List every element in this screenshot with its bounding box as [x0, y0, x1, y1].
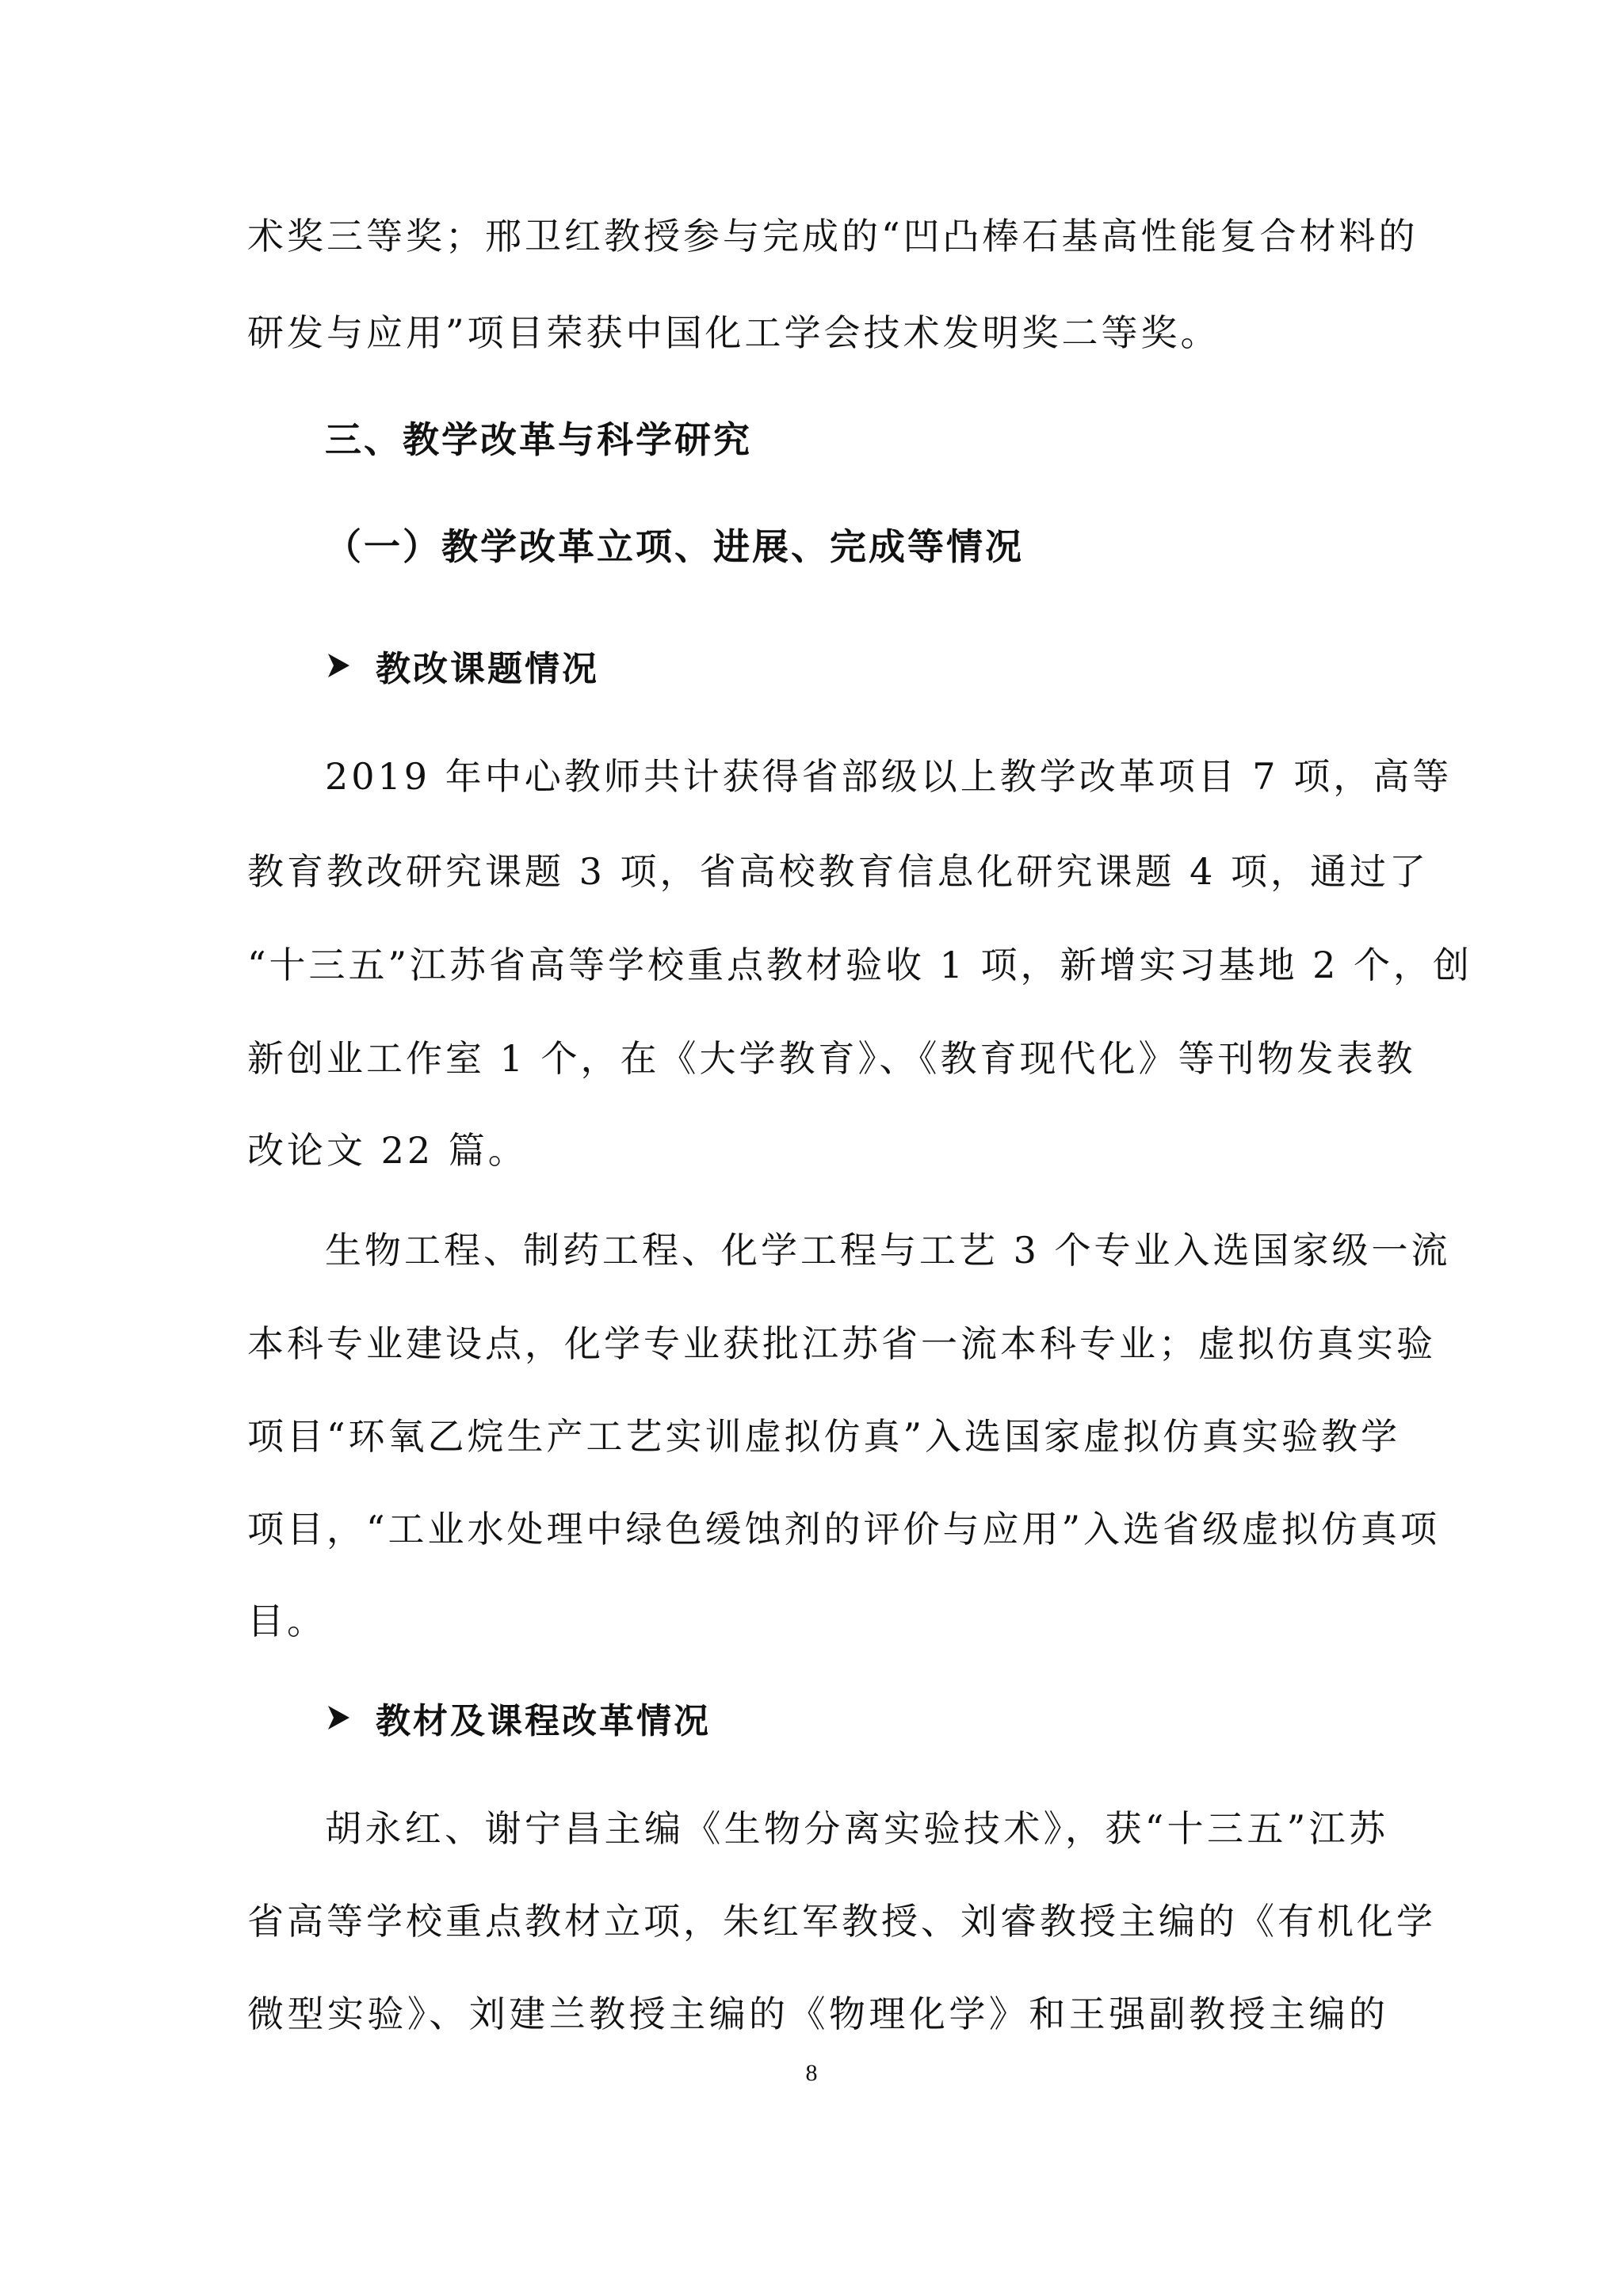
paragraph-line: 目。	[247, 1600, 327, 1642]
bullet-label: 教材及课程改革情况	[376, 1701, 711, 1741]
paragraph-line: 教育教改研究课题 3 项，省高校教育信息化研究课题 4 项，通过了	[247, 850, 1430, 893]
paragraph-line: 本科专业建设点，化学专业获批江苏省一流本科专业；虚拟仿真实验	[247, 1322, 1436, 1365]
paragraph-line: 研发与应用”项目荣获中国化工学会技术发明奖二等奖。	[247, 311, 1220, 354]
section-heading: 三、教学改革与科学研究	[325, 418, 752, 461]
paragraph-line: 微型实验》、刘建兰教授主编的《物理化学》和王强副教授主编的	[247, 1993, 1388, 2035]
paragraph-line: 生物工程、制药工程、化学工程与工艺 3 个专业入选国家级一流	[325, 1229, 1451, 1272]
paragraph-line: “十三五”江苏省高等学校重点教材验收 1 项，新增实习基地 2 个，创	[247, 944, 1473, 986]
paragraph-line: 项目，“工业水处理中绿色缓蚀剂的评价与应用”入选省级虚拟仿真项	[247, 1508, 1441, 1550]
paragraph-line: 胡永红、谢宁昌主编《生物分离实验技术》，获“十三五”江苏	[325, 1807, 1388, 1850]
arrowhead-bullet-icon	[325, 651, 352, 680]
bullet-heading	[325, 642, 599, 689]
bullet-heading	[325, 1694, 711, 1741]
paragraph-line: 省高等学校重点教材立项，朱红军教授、刘睿教授主编的《有机化学	[247, 1900, 1436, 1943]
bullet-label: 教改课题情况	[376, 649, 599, 689]
arrowhead-bullet-icon	[325, 1703, 352, 1732]
paragraph-line: 新创业工作室 1 个，在《大学教育》、《教育现代化》等刊物发表教	[247, 1037, 1416, 1080]
paragraph-line: 2019 年中心教师共计获得省部级以上教学改革项目 7 项，高等	[325, 755, 1453, 798]
subsection-heading: （一）教学改革立项、进展、完成等情况	[325, 525, 1024, 568]
paragraph-line: 项目“环氧乙烷生产工艺实训虚拟仿真”入选国家虚拟仿真实验教学	[247, 1415, 1401, 1458]
page-number: 8	[805, 2060, 818, 2086]
paragraph-line: 术奖三等奖；邢卫红教授参与完成的“凹凸棒石基高性能复合材料的	[247, 215, 1419, 257]
paragraph-line: 改论文 22 篇。	[247, 1129, 528, 1172]
